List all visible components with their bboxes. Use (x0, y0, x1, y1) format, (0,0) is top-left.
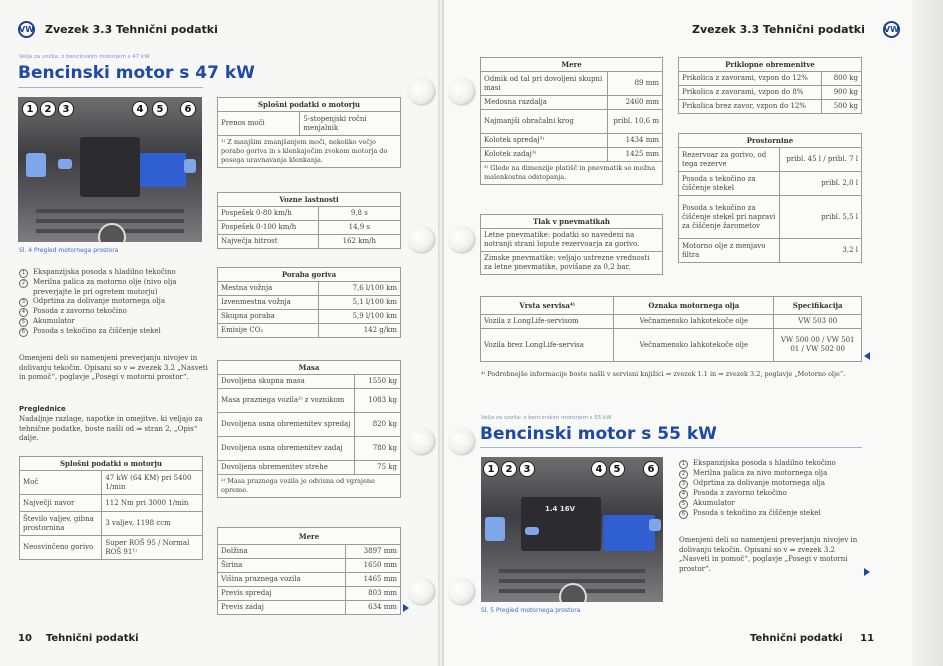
section-title: Bencinski motor s 47 kW (18, 63, 255, 83)
towing-table: Priklopne obremenitve Prikolica z zavorami, vzpon do 12% 800 kg Prikolica z zavorami, vzpon do 8% 900 kg Prikolica brez zavor, vzpon do 12% 500 kg (678, 57, 862, 114)
table-row: Posoda s tekočino za čiščenje stekel pribl. 2,0 l (679, 172, 862, 196)
table-row: Previs zadaj 634 mm (218, 601, 401, 615)
header-title: Zvezek 3.3 Tehnični podatki (692, 23, 865, 36)
washer-reservoir (649, 519, 661, 531)
table-row: Širina 1650 mm (218, 559, 401, 573)
table-row: Pospešek 0-80 km/h 9,8 s (218, 207, 401, 221)
page-edge (912, 0, 943, 666)
table-row: Dovoljena osna obremenitev zadaj 780 kg (218, 437, 401, 461)
binder-hole (408, 428, 434, 454)
table-row: Odmik od tal pri dovoljeni skupni masi 89 mm (481, 72, 663, 96)
battery (140, 153, 186, 187)
page-header (18, 21, 218, 38)
fuel-consumption-table: Poraba goriva Mestna vožnja 7,6 l/100 km Izvenmestna vožnja 5,1 l/100 km Skupna poraba 5,9 l/100 km Emisije CO₂ 142 g/km (217, 267, 401, 338)
callout-3: 3 (519, 461, 535, 477)
figure-caption: Sl. 5 Pregled motornega prostora (481, 607, 581, 614)
table-footnote: ³⁾ Glede na dimenzije platišč in pnevmatik so možna malenkostna odstopanja. (481, 162, 663, 185)
table-row: Višina praznega vozila 1465 mm (218, 573, 401, 587)
callout-1: 1 (483, 461, 499, 477)
legend-item: 6 Posoda s tekočino za čiščenje stekel (679, 509, 869, 519)
callout-2: 2 (501, 461, 517, 477)
coolant-reservoir (26, 153, 46, 177)
engine-bay-photo (481, 457, 663, 602)
binder-hole (408, 226, 434, 252)
dimensions-table-continued: Mere Odmik od tal pri dovoljeni skupni masi 89 mm Medosna razdalja 2460 mm Najmanjši obračalni krog pribl. 10,6 m Kolotek spredaj³⁾ 1434 mm Kolotek zadaj³⁾ 1425 mm ³⁾ Glede na dimenzije platišč in pnevmatik so možna malenkostna odstopanja. (480, 57, 663, 185)
legend-item: 2 Merilna palica za motorno olje (nivo olja preverjajte le pri ogretem motorju) (19, 278, 209, 297)
engine-cover (80, 137, 140, 197)
table-row: Posoda s tekočino za čiščenje stekel pri napravi za čiščenje žarometov pribl. 5,5 l (679, 196, 862, 239)
table-row: Previs spredaj 803 mm (218, 587, 401, 601)
binder-hole (448, 428, 474, 454)
table-row: Neosvinčeno gorivo Super ROŠ 95 / Normal ROŠ 91¹⁾ (20, 536, 203, 560)
table-row: Moč 47 kW (64 KM) pri 5400 1/min (20, 471, 203, 495)
figure-caption: Sl. 4 Pregled motornega prostora (19, 247, 119, 254)
legend-item: 2 Merilna palica za nivo motornega olja (679, 469, 869, 479)
table-row: Največja hitrost 162 km/h (218, 235, 401, 249)
table-row: Najmanjši obračalni krog pribl. 10,6 m (481, 110, 663, 134)
legend-item: 5 Akumulator (19, 317, 209, 327)
binder-hole (448, 78, 474, 104)
table-row: Emisije CO₂ 142 g/km (218, 324, 401, 338)
engine-table-continued: Splošni podatki o motorju Prenos moči 5-stopenjski ročni menjalnik ¹⁾ Z manjšim zmanjšanjem moči, nekoliko večjo porabo goriva in s klenkajočim zvokom motorja do posega uravnavanja klenkanja. (217, 97, 401, 168)
binder-hole (448, 226, 474, 252)
oil-cap (525, 527, 539, 535)
table-row: Največji navor 112 Nm pri 3000 1/min (20, 495, 203, 512)
engine-oil-table: Vrsta servisa⁴⁾ Oznaka motornega olja Specifikacija Vozila z LongLife-servisom Večnamensko lahkotekoče olje VW 503 00 Vozila brez LongLife-servisa Večnamensko lahkotekoče olje VW 500 00 / VW 501 01 / VW 502 00 (480, 296, 862, 362)
table-row: Masa praznega vozila²⁾ z voznikom 1083 kg (218, 389, 401, 413)
section-subtitle: Velja za vozila: z bencinskim motorjem s 55 kW (481, 415, 612, 421)
table-row: Letne pnevmatike: podatki so navedeni na notranji strani lopute rezervoarja za gorivo. (481, 229, 663, 252)
table-row: Število valjev, gibna prostornina 3 valjev, 1198 ccm (20, 512, 203, 536)
title-rule (480, 447, 862, 448)
table-row: Zimske pnevmatike: veljajo ustrezne vrednosti za letne pnevmatike, povišane za 0,2 bar. (481, 252, 663, 275)
back-arrow-icon (864, 352, 870, 360)
table-row: Vozila z LongLife-servisom Večnamensko lahkotekoče olje VW 503 00 (481, 315, 862, 329)
legend-item: 1 Ekspanzijska posoda s hladilno tekočino (679, 459, 869, 469)
performance-table: Vozne lastnosti Pospešek 0-80 km/h 9,8 s Pospešek 0-100 km/h 14,9 s Največja hitrost 162 km/h (217, 192, 401, 249)
table-row: Pospešek 0-100 km/h 14,9 s (218, 221, 401, 235)
page-footer (750, 633, 874, 644)
table-row: Mestna vožnja 7,6 l/100 km (218, 282, 401, 296)
table-row: Medosna razdalja 2460 mm (481, 96, 663, 110)
vw-logo-icon: VW (883, 21, 900, 38)
oil-footnote: ⁴⁾ Podrobnejše informacije boste našli v servisni knjižici ⇒ zvezek 1.1 in ⇒ zvezek 3.2, poglavje „Motorno olje“. (481, 370, 846, 378)
section-title: Bencinski motor s 55 kW (480, 424, 717, 444)
callout-3: 3 (58, 101, 74, 117)
continue-arrow-icon (864, 568, 870, 576)
tyre-pressure-table: Tlak v pnevmatikah Letne pnevmatike: podatki so navedeni na notranji strani lopute rezervoarja za gorivo. Zimske pnevmatike: veljajo ustrezne vrednosti za letne pnevmatike, povišane za 0,2 bar. (480, 214, 663, 275)
engine-label: 1.4 16V (545, 505, 575, 513)
binder-hole (448, 578, 474, 604)
table-row: Prikolica brez zavor, vzpon do 12% 500 kg (679, 100, 862, 114)
callout-6: 6 (180, 101, 196, 117)
table-row: Kolotek zadaj³⁾ 1425 mm (481, 148, 663, 162)
overview-text: Nadaljnje razlage, napotke in omejitve, ki veljajo za tehnične podatke, boste našli od ⇒ stran 2, „Opis“ dalje. (19, 415, 203, 442)
binder-hole (408, 578, 434, 604)
callout-6: 6 (643, 461, 659, 477)
table-row: Prikolica z zavorami, vzpon do 8% 900 kg (679, 86, 862, 100)
page-number: 11 (860, 633, 875, 644)
overview-heading: Preglednice (19, 405, 66, 413)
page-gutter (438, 0, 444, 666)
callout-5: 5 (609, 461, 625, 477)
callout-4: 4 (132, 101, 148, 117)
oil-cap (58, 159, 72, 169)
page-footer (18, 633, 139, 644)
footer-label: Tehnični podatki (45, 633, 139, 644)
battery (603, 515, 655, 551)
legend-item: 5 Akumulator (679, 499, 869, 509)
dimensions-table: Mere Dolžina 3897 mm Širina 1650 mm Višina praznega vozila 1465 mm Previs spredaj 803 mm Previs zadaj 634 mm (217, 527, 401, 615)
legend-item: 6 Posoda s tekočino za čiščenje stekel (19, 327, 209, 337)
table-row: Dolžina 3897 mm (218, 545, 401, 559)
table-row: Rezervoar za gorivo, od tega rezerve pribl. 45 l / pribl. 7 l (679, 148, 862, 172)
mass-table: Masa Dovoljena skupna masa 1550 kg Masa praznega vozila²⁾ z voznikom 1083 kg Dovoljena osna obremenitev spredaj 820 kg Dovoljena osna obremenitev zadaj 780 kg Dovoljena obremenitev strehe 75 kg ²⁾ Masa praznega vozila je odvisna od vgrajene opreme. (217, 360, 401, 498)
continue-arrow-icon (403, 604, 409, 612)
table-footnote: ²⁾ Masa praznega vozila je odvisna od vgrajene opreme. (218, 475, 401, 498)
callout-2: 2 (40, 101, 56, 117)
engine-bay-photo (18, 97, 202, 242)
callout-4: 4 (591, 461, 607, 477)
engine-table: Splošni podatki o motorju Moč 47 kW (64 KM) pri 5400 1/min Največji navor 112 Nm pri 3000 1/min Število valjev, gibna prostornina 3 valjev, 1198 ccm Neosvinčeno gorivo Super ROŠ 95 / Normal ROŠ 91¹⁾ (19, 456, 203, 560)
callout-5: 5 (152, 101, 168, 117)
table-row: Dovoljena obremenitev strehe 75 kg (218, 461, 401, 475)
legend-item: 1 Ekspanzijska posoda s hladilno tekočino (19, 268, 209, 278)
legend-note: Omenjeni deli so namenjeni preverjanju nivojev in dolivanju tekočin. Opisani so v ⇒ zvezek 3.2 „Nasveti in pomoč“, poglavje „Posegi v motorni prostor“. (679, 536, 858, 573)
header-title: Zvezek 3.3 Tehnični podatki (45, 23, 218, 36)
vw-badge (98, 223, 126, 242)
table-row: Skupna poraba 5,9 l/100 km (218, 310, 401, 324)
legend-item: 3 Odprtina za dolivanje motornega olja (19, 297, 209, 307)
table-row: Motorno olje z menjavo filtra 3,2 l (679, 239, 862, 263)
page-number: 10 (18, 633, 32, 644)
section-subtitle: Velja za vozila: z bencinskim motorjem s 47 kW (19, 54, 150, 60)
vw-badge (559, 583, 587, 602)
legend-item: 3 Odprtina za dolivanje motornega olja (679, 479, 869, 489)
table-row: Prikolica z zavorami, vzpon do 12% 800 kg (679, 72, 862, 86)
title-rule (18, 87, 203, 88)
legend-list (679, 459, 869, 519)
washer-reservoir (184, 159, 196, 173)
vw-logo-icon: VW (18, 21, 35, 38)
coolant-reservoir (485, 517, 505, 541)
capacities-table: Prostornine Rezervoar za gorivo, od tega rezerve pribl. 45 l / pribl. 7 l Posoda s tekočino za čiščenje stekel pribl. 2,0 l Posoda s tekočino za čiščenje stekel pri napravi za čiščenje žarometov pribl. 5,5 l Motorno olje z menjavo filtra 3,2 l (678, 133, 862, 263)
binder-hole (408, 78, 434, 104)
legend-item: 4 Posoda z zavorno tekočino (19, 307, 209, 317)
callout-1: 1 (22, 101, 38, 117)
table-footnote: ¹⁾ Z manjšim zmanjšanjem moči, nekoliko večjo porabo goriva in s klenkajočim zvokom motorja do posega uravnavanja klenkanja. (218, 136, 401, 168)
table-row: Dovoljena osna obremenitev spredaj 820 kg (218, 413, 401, 437)
table-row: Kolotek spredaj³⁾ 1434 mm (481, 134, 663, 148)
legend-list (19, 268, 209, 337)
table-row: Dovoljena skupna masa 1550 kg (218, 375, 401, 389)
footer-label: Tehnični podatki (750, 633, 843, 644)
page-header (692, 21, 900, 38)
legend-item: 4 Posoda z zavorno tekočino (679, 489, 869, 499)
legend-note: Omenjeni deli so namenjeni preverjanju nivojev in dolivanju tekočin. Opisani so v ⇒ zvezek 3.2 „Nasveti in pomoč“, poglavje „Posegi v motorni prostor“. (19, 354, 208, 381)
table-row: Vozila brez LongLife-servisa Večnamensko lahkotekoče olje VW 500 00 / VW 501 01 / VW 502 00 (481, 329, 862, 362)
table-row: Izvenmestna vožnja 5,1 l/100 km (218, 296, 401, 310)
table-row: Prenos moči 5-stopenjski ročni menjalnik (218, 112, 401, 136)
